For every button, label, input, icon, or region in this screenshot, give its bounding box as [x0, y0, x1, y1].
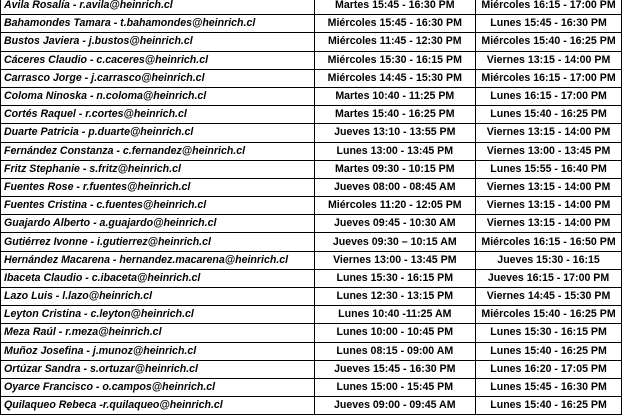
table-row — [1, 0, 622, 15]
second-slot-cell: Viernes 13:15 - 14:00 PM — [476, 51, 622, 69]
table-row — [1, 33, 622, 51]
second-slot-cell: Miércoles 15:40 - 16:25 PM — [476, 33, 622, 51]
teacher-cell: Fernández Constanza - c.fernandez@heinrich.cl — [1, 142, 315, 160]
second-slot-cell: Jueves 15:30 - 16:15 — [476, 251, 622, 269]
second-slot-cell: Viernes 13:15 - 14:00 PM — [476, 215, 622, 233]
table-row — [1, 197, 622, 215]
teacher-cell: Ávila Rosalía - r.avila@heinrich.cl — [1, 0, 315, 15]
teacher-cell: Fuentes Cristina - c.fuentes@heinrich.cl — [1, 197, 315, 215]
teacher-cell: Ibaceta Claudio - c.ibaceta@heinrich.cl — [1, 269, 315, 287]
first-slot-cell: Jueves 09:00 - 09:45 AM — [314, 397, 476, 415]
table-row — [1, 397, 622, 415]
teacher-cell: Fuentes Rose - r.fuentes@heinrich.cl — [1, 178, 315, 196]
table-row — [1, 15, 622, 33]
second-slot-cell: Lunes 15:55 - 16:40 PM — [476, 160, 622, 178]
table-row — [1, 160, 622, 178]
first-slot-cell: Lunes 15:00 - 15:45 PM — [314, 378, 476, 396]
first-slot-cell: Jueves 08:00 - 08:45 AM — [314, 178, 476, 196]
table-row — [1, 360, 622, 378]
table-row — [1, 106, 622, 124]
second-slot-cell: Lunes 15:40 - 16:25 PM — [476, 342, 622, 360]
second-slot-cell: Lunes 15:45 - 16:30 PM — [476, 378, 622, 396]
teacher-cell: Lazo Luis - l.lazo@heinrich.cl — [1, 288, 315, 306]
table-row — [1, 69, 622, 87]
table-row — [1, 251, 622, 269]
table-row — [1, 142, 622, 160]
teacher-cell: Quilaqueo Rebeca -r.quilaqueo@heinrich.cl — [1, 397, 315, 415]
second-slot-cell: Lunes 15:45 - 16:30 PM — [476, 15, 622, 33]
teacher-cell: Muñoz Josefina - j.munoz@heinrich.cl — [1, 342, 315, 360]
table-row — [1, 233, 622, 251]
first-slot-cell: Martes 09:30 - 10:15 PM — [314, 160, 476, 178]
second-slot-cell: Miércoles 16:15 - 17:00 PM — [476, 69, 622, 87]
second-slot-cell: Viernes 13:15 - 14:00 PM — [476, 197, 622, 215]
first-slot-cell: Jueves 09:45 - 10:30 AM — [314, 215, 476, 233]
table-row — [1, 87, 622, 105]
table-row — [1, 378, 622, 396]
first-slot-cell: Martes 15:40 - 16:25 PM — [314, 106, 476, 124]
first-slot-cell: Jueves 09:30 – 10:15 AM — [314, 233, 476, 251]
table-row — [1, 51, 622, 69]
first-slot-cell: Miércoles 11:20 - 12:05 PM — [314, 197, 476, 215]
teacher-cell: Oyarce Francisco - o.campos@heinrich.cl — [1, 378, 315, 396]
second-slot-cell: Viernes 13:00 - 13:45 PM — [476, 142, 622, 160]
teacher-cell: Bahamondes Tamara - t.bahamondes@heinrich.cl — [1, 15, 315, 33]
first-slot-cell: Miércoles 14:45 - 15:30 PM — [314, 69, 476, 87]
teacher-cell: Cortés Raquel - r.cortes@heinrich.cl — [1, 106, 315, 124]
second-slot-cell: Viernes 13:15 - 14:00 PM — [476, 124, 622, 142]
first-slot-cell: Miércoles 15:45 - 16:30 PM — [314, 15, 476, 33]
first-slot-cell: Jueves 13:10 - 13:55 PM — [314, 124, 476, 142]
teacher-cell: Bustos Javiera - j.bustos@heinrich.cl — [1, 33, 315, 51]
table-row — [1, 324, 622, 342]
first-slot-cell: Lunes 12:30 - 13:15 PM — [314, 288, 476, 306]
table-row — [1, 178, 622, 196]
second-slot-cell: Miércoles 16:15 - 17:00 PM — [476, 0, 622, 15]
first-slot-cell: Martes 10:40 - 11:25 PM — [314, 87, 476, 105]
first-slot-cell: Jueves 15:45 - 16:30 PM — [314, 360, 476, 378]
table-row — [1, 215, 622, 233]
second-slot-cell: Jueves 16:15 - 17:00 PM — [476, 269, 622, 287]
first-slot-cell: Lunes 13:00 - 13:45 PM — [314, 142, 476, 160]
schedule-table-body — [1, 0, 622, 415]
teacher-cell: Cáceres Claudio - c.caceres@heinrich.cl — [1, 51, 315, 69]
first-slot-cell: Lunes 15:30 - 16:15 PM — [314, 269, 476, 287]
second-slot-cell: Lunes 16:20 - 17:05 PM — [476, 360, 622, 378]
second-slot-cell: Viernes 13:15 - 14:00 PM — [476, 178, 622, 196]
table-row — [1, 342, 622, 360]
teacher-cell: Hernández Macarena - hernandez.macarena@heinrich.cl — [1, 251, 315, 269]
second-slot-cell: Miércoles 15:40 - 16:25 PM — [476, 306, 622, 324]
table-row — [1, 306, 622, 324]
second-slot-cell: Lunes 15:30 - 16:15 PM — [476, 324, 622, 342]
first-slot-cell: Miércoles 15:30 - 16:15 PM — [314, 51, 476, 69]
second-slot-cell: Lunes 15:40 - 16:25 PM — [476, 106, 622, 124]
table-row — [1, 124, 622, 142]
second-slot-cell: Viernes 14:45 - 15:30 PM — [476, 288, 622, 306]
teacher-cell: Meza Raúl - r.meza@heinrich.cl — [1, 324, 315, 342]
table-row — [1, 288, 622, 306]
teacher-cell: Coloma Ninoska - n.coloma@heinrich.cl — [1, 87, 315, 105]
teacher-cell: Ortúzar Sandra - s.ortuzar@heinrich.cl — [1, 360, 315, 378]
table-row — [1, 269, 622, 287]
second-slot-cell: Miércoles 16:15 - 16:50 PM — [476, 233, 622, 251]
first-slot-cell: Lunes 08:15 - 09:00 AM — [314, 342, 476, 360]
teacher-cell: Leyton Cristina - c.leyton@heinrich.cl — [1, 306, 315, 324]
first-slot-cell: Miércoles 11:45 - 12:30 PM — [314, 33, 476, 51]
teacher-cell: Guajardo Alberto - a.guajardo@heinrich.cl — [1, 215, 315, 233]
teacher-cell: Duarte Patricia - p.duarte@heinrich.cl — [1, 124, 315, 142]
teacher-cell: Fritz Stephanie - s.fritz@heinrich.cl — [1, 160, 315, 178]
first-slot-cell: Lunes 10:00 - 10:45 PM — [314, 324, 476, 342]
second-slot-cell: Lunes 16:15 - 17:00 PM — [476, 87, 622, 105]
first-slot-cell: Lunes 10:40 -11:25 AM — [314, 306, 476, 324]
teacher-cell: Gutiérrez Ivonne - i.gutierrez@heinrich.cl — [1, 233, 315, 251]
second-slot-cell: Lunes 15:40 - 16:25 PM — [476, 397, 622, 415]
first-slot-cell: Viernes 13:00 - 13:45 PM — [314, 251, 476, 269]
first-slot-cell: Martes 15:45 - 16:30 PM — [314, 0, 476, 15]
teacher-cell: Carrasco Jorge - j.carrasco@heinrich.cl — [1, 69, 315, 87]
